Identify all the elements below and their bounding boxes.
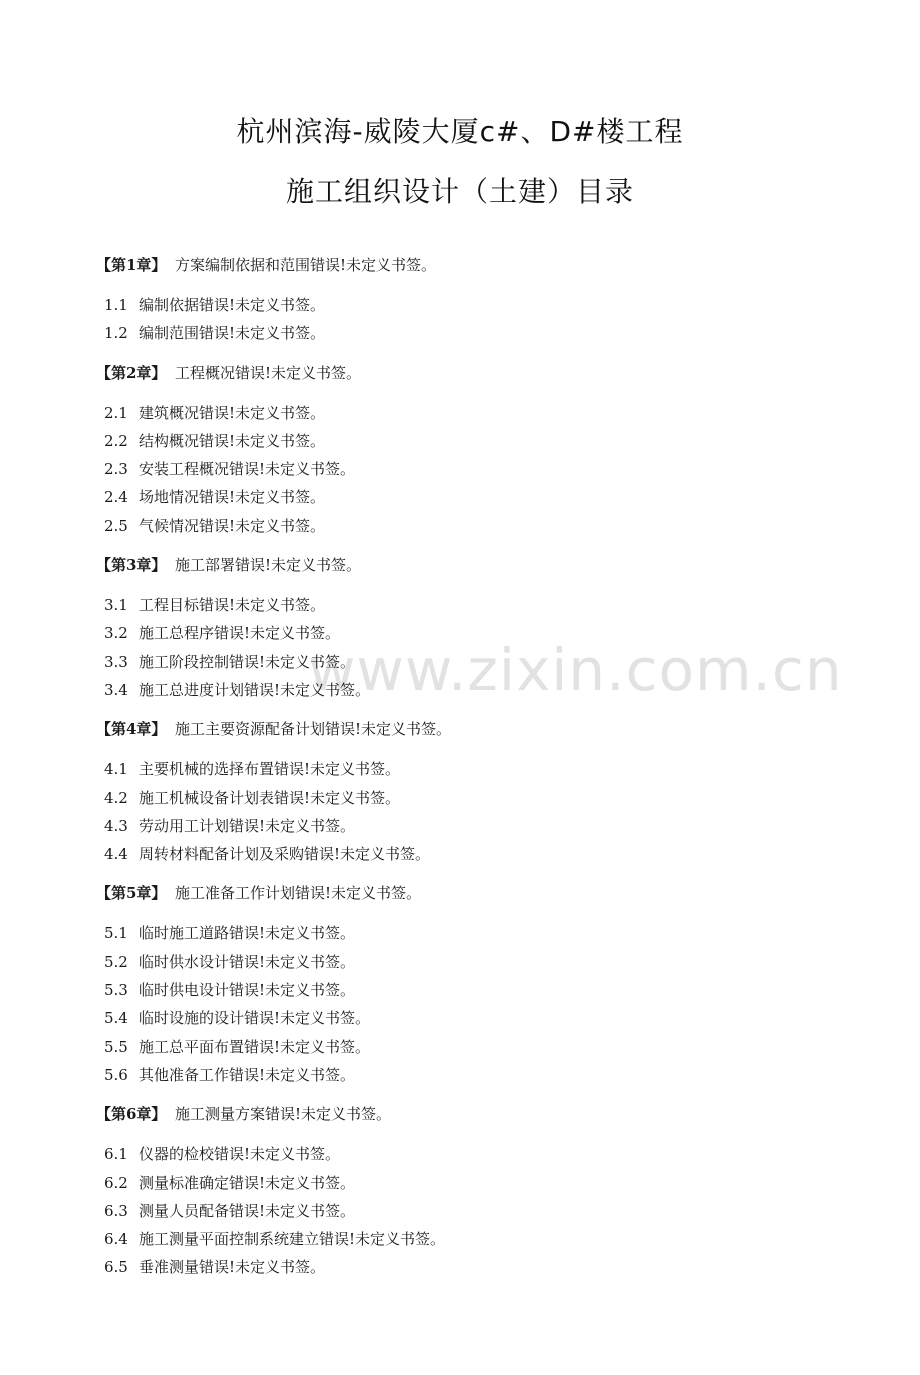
toc-section-entry[interactable] — [0, 816, 920, 844]
section-number: 6.5 — [104, 1258, 128, 1277]
section-title: 测量人员配备错误!未定义书签。 — [139, 1201, 356, 1220]
section-title: 编制依据错误!未定义书签。 — [139, 296, 326, 314]
section-number: 5.5 — [104, 1037, 128, 1056]
toc-section-entry[interactable] — [0, 980, 920, 1008]
section-number: 4.4 — [104, 845, 128, 864]
section-number: 5.2 — [104, 952, 128, 971]
section-number: 4.3 — [104, 816, 128, 835]
section-title: 周转材料配备计划及采购错误!未定义书签。 — [139, 845, 431, 864]
table-of-contents — [0, 255, 920, 1297]
chapter-title: 施工部署错误!未定义书签。 — [175, 556, 362, 575]
section-number: 5.3 — [104, 981, 128, 1000]
section-number: 1.2 — [104, 324, 128, 343]
toc-section-entry[interactable] — [0, 1144, 920, 1172]
section-title: 工程目标错误!未定义书签。 — [139, 596, 326, 615]
section-title: 编制范围错误!未定义书签。 — [139, 324, 326, 343]
toc-section-entry[interactable] — [0, 1229, 920, 1257]
toc-chapter-entry[interactable] — [0, 255, 920, 275]
section-title: 施工阶段控制错误!未定义书签。 — [139, 652, 356, 671]
section-title: 安装工程概况错误!未定义书签。 — [139, 460, 356, 479]
toc-section-entry[interactable] — [0, 459, 920, 487]
toc-section-entry[interactable] — [0, 1257, 920, 1285]
chapter-number-label: 【第2章】 — [96, 363, 167, 382]
section-title: 施工总平面布置错误!未定义书签。 — [139, 1037, 371, 1056]
toc-section-entry[interactable] — [0, 1008, 920, 1036]
chapter-number-label: 【第3章】 — [96, 556, 167, 575]
toc-section-entry[interactable] — [0, 952, 920, 980]
section-title: 垂准测量错误!未定义书签。 — [139, 1258, 326, 1277]
toc-section-entry[interactable] — [0, 1201, 920, 1229]
section-title: 临时施工道路错误!未定义书签。 — [139, 924, 356, 943]
toc-section-entry[interactable] — [0, 295, 920, 323]
section-number: 2.2 — [104, 431, 128, 450]
section-title: 临时设施的设计错误!未定义书签。 — [139, 1009, 371, 1028]
section-title: 施工总进度计划错误!未定义书签。 — [139, 680, 371, 699]
section-number: 3.1 — [104, 596, 128, 615]
toc-section-entry[interactable] — [0, 788, 920, 816]
section-title: 结构概况错误!未定义书签。 — [139, 431, 326, 450]
section-title: 临时供水设计错误!未定义书签。 — [139, 952, 356, 971]
section-title: 劳动用工计划错误!未定义书签。 — [139, 816, 356, 835]
section-number: 3.4 — [104, 680, 128, 699]
chapter-title: 施工准备工作计划错误!未定义书签。 — [175, 884, 422, 903]
toc-chapter-entry[interactable] — [0, 555, 920, 575]
toc-section-entry[interactable] — [0, 844, 920, 872]
section-title: 施工机械设备计划表错误!未定义书签。 — [139, 788, 401, 807]
section-title: 主要机械的选择布置错误!未定义书签。 — [139, 760, 401, 779]
section-number: 2.3 — [104, 460, 128, 479]
section-title: 临时供电设计错误!未定义书签。 — [139, 981, 356, 1000]
section-number: 5.4 — [104, 1009, 128, 1028]
toc-section-entry[interactable] — [0, 1037, 920, 1065]
section-title: 其他准备工作错误!未定义书签。 — [139, 1065, 356, 1084]
section-number: 3.3 — [104, 652, 128, 671]
toc-section-entry[interactable] — [0, 680, 920, 708]
toc-section-entry[interactable] — [0, 623, 920, 651]
section-title: 气候情况错误!未定义书签。 — [139, 516, 326, 535]
section-number: 2.1 — [104, 403, 128, 422]
section-title: 测量标准确定错误!未定义书签。 — [139, 1173, 356, 1192]
section-number: 1.1 — [104, 296, 128, 314]
toc-chapter-entry[interactable] — [0, 719, 920, 739]
section-title: 施工总程序错误!未定义书签。 — [139, 624, 341, 643]
section-number: 6.3 — [104, 1201, 128, 1220]
section-title: 施工测量平面控制系统建立错误!未定义书签。 — [139, 1230, 446, 1249]
section-title: 建筑概况错误!未定义书签。 — [139, 403, 326, 422]
toc-section-entry[interactable] — [0, 403, 920, 431]
chapter-title: 施工主要资源配备计划错误!未定义书签。 — [175, 720, 452, 739]
chapter-title: 施工测量方案错误!未定义书签。 — [175, 1105, 392, 1124]
toc-section-entry[interactable] — [0, 595, 920, 623]
document-subtitle: 施工组织设计（土建）目录 — [285, 175, 634, 208]
chapter-number-label: 【第5章】 — [96, 884, 167, 903]
toc-section-entry[interactable] — [0, 1065, 920, 1093]
chapter-number-label: 【第4章】 — [96, 720, 167, 739]
toc-section-entry[interactable] — [0, 652, 920, 680]
section-number: 2.5 — [104, 516, 128, 535]
chapter-number-label: 【第1章】 — [96, 256, 167, 274]
section-number: 6.2 — [104, 1173, 128, 1192]
section-number: 2.4 — [104, 488, 128, 507]
toc-section-entry[interactable] — [0, 431, 920, 459]
section-number: 4.1 — [104, 760, 128, 779]
toc-section-entry[interactable] — [0, 759, 920, 787]
toc-section-entry[interactable] — [0, 923, 920, 951]
toc-section-entry[interactable] — [0, 323, 920, 351]
section-number: 6.1 — [104, 1145, 128, 1164]
document-title: 杭州滨海-威陵大厦c#、D#楼工程 — [236, 115, 684, 148]
toc-section-entry[interactable] — [0, 487, 920, 515]
chapter-title: 方案编制依据和范围错误!未定义书签。 — [175, 256, 437, 274]
chapter-title: 工程概况错误!未定义书签。 — [175, 363, 362, 382]
section-title: 仪器的检校错误!未定义书签。 — [139, 1145, 341, 1164]
section-number: 5.1 — [104, 924, 128, 943]
toc-chapter-entry[interactable] — [0, 363, 920, 383]
toc-chapter-entry[interactable] — [0, 1104, 920, 1124]
section-title: 场地情况错误!未定义书签。 — [139, 488, 326, 507]
toc-section-entry[interactable] — [0, 1173, 920, 1201]
section-number: 6.4 — [104, 1230, 128, 1249]
chapter-number-label: 【第6章】 — [96, 1105, 167, 1124]
toc-section-entry[interactable] — [0, 516, 920, 544]
section-number: 5.6 — [104, 1065, 128, 1084]
section-number: 4.2 — [104, 788, 128, 807]
watermark: www.zixin.com.cn — [308, 636, 843, 704]
toc-chapter-entry[interactable] — [0, 883, 920, 903]
section-number: 3.2 — [104, 624, 128, 643]
